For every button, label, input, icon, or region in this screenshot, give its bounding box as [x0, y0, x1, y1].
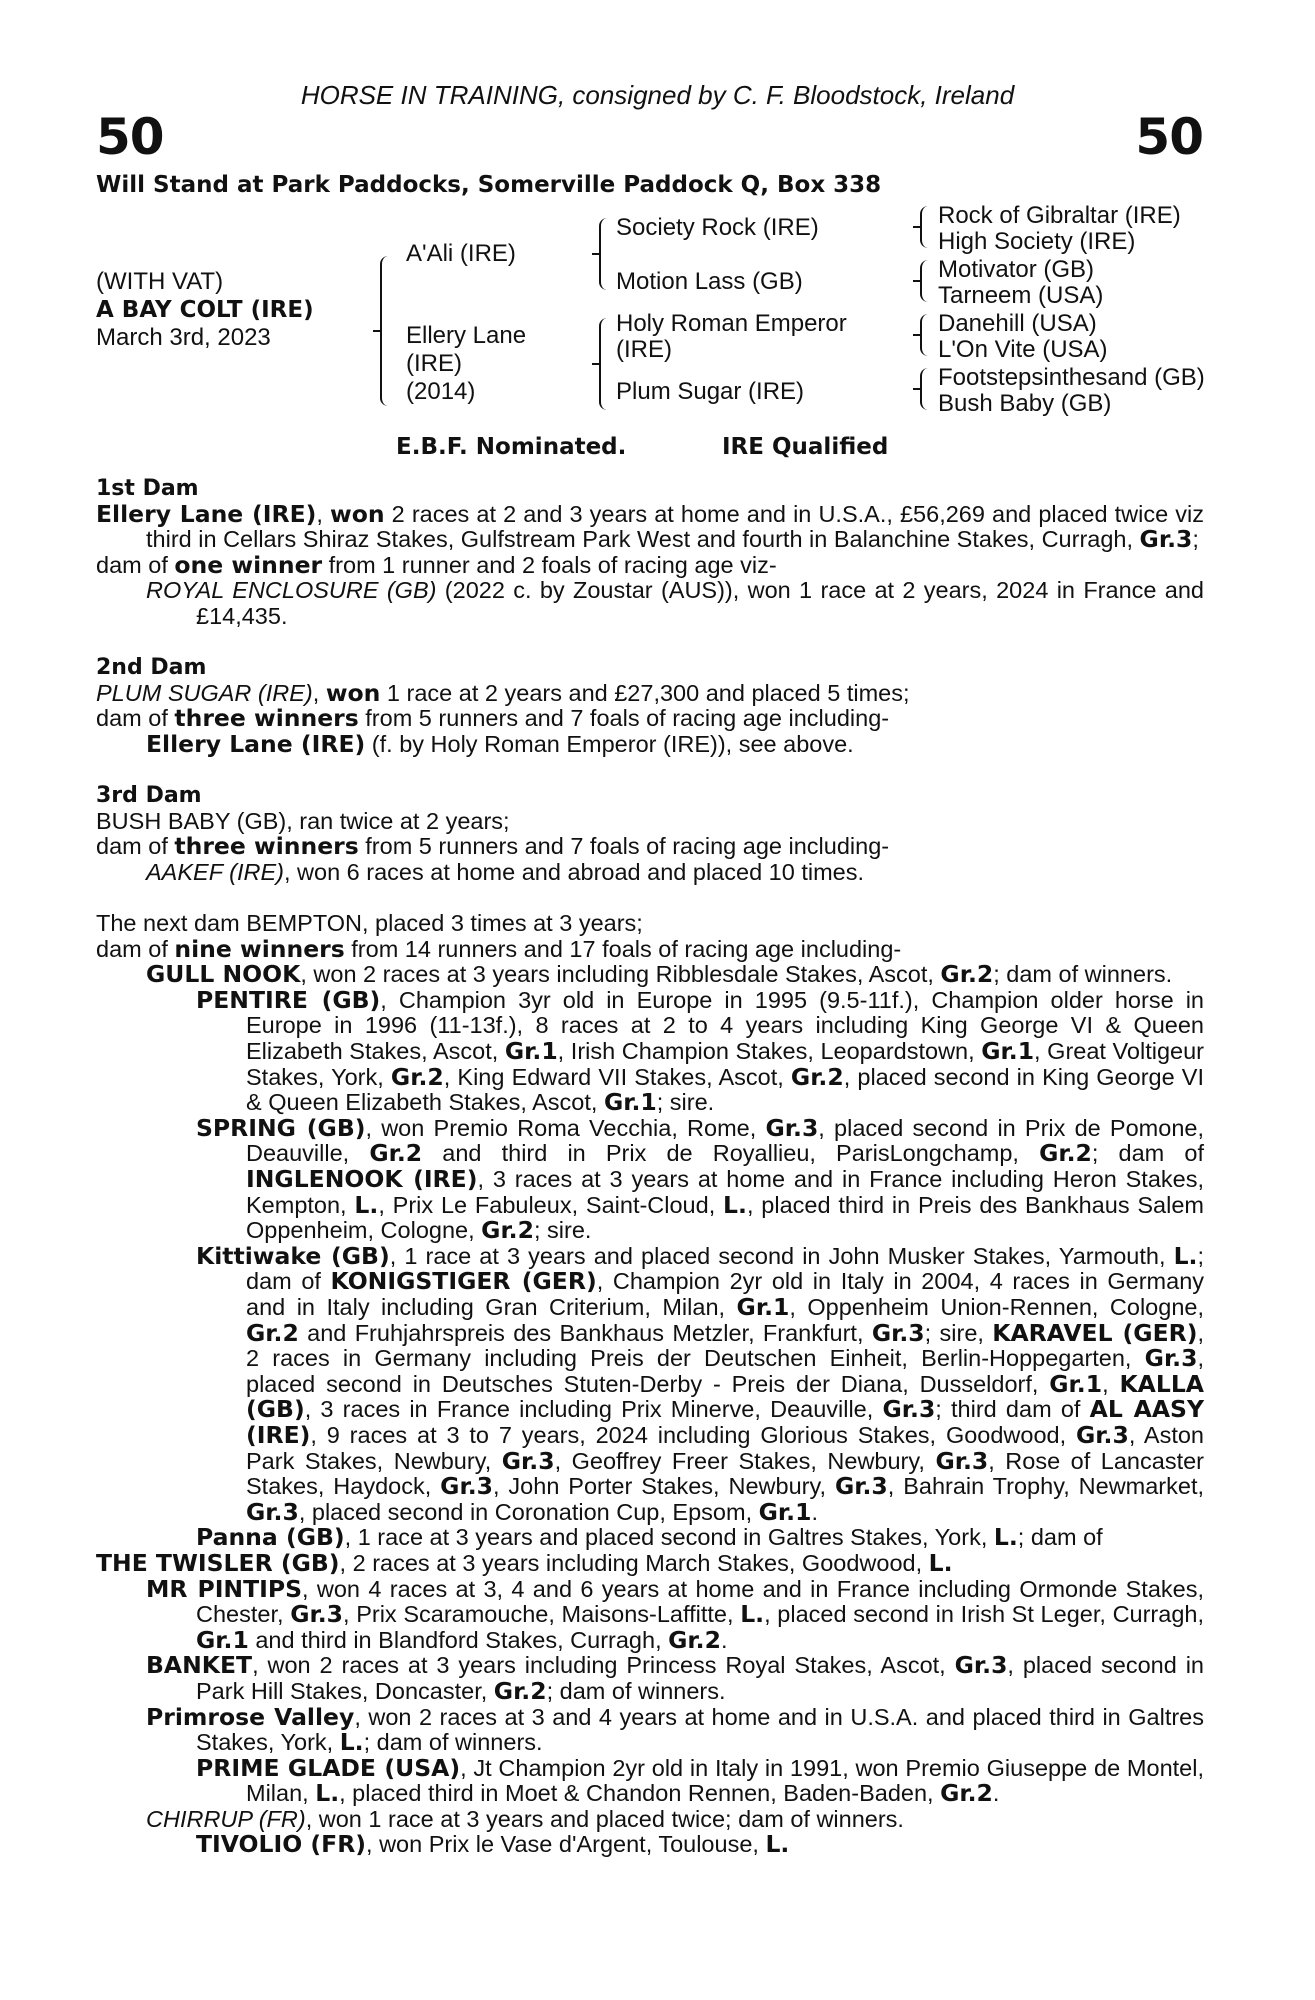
- text-run: , Oppenheim Union-Rennen, Cologne,: [789, 1294, 1204, 1320]
- bold-text: Gr.2: [481, 1216, 534, 1245]
- text-run: 2 races at 2 and 3 years at home and in U.S.A., £56,269 and placed twice viz third in Cellars Shiraz Stakes, Gulfstream Park West and fourth in Balanchine Stakes, Curragh,: [146, 500, 1205, 553]
- text-run: from 5 runners and 7 foals of racing age including-: [358, 705, 890, 732]
- text-run: ; third dam of: [935, 1396, 1090, 1423]
- grandsire-4: Footstepsinthesand (GB): [938, 364, 1205, 391]
- text-run: , Irish Champion Stakes, Leopardstown,: [557, 1038, 982, 1065]
- text-run: , Rose of Lancaster Stakes, Haydock,: [246, 1447, 1204, 1500]
- bold-text: AL AASY (IRE): [246, 1395, 1204, 1449]
- bold-text: Gr.2: [390, 1062, 444, 1091]
- text-run: , 9 races at 3 to 7 years, 2024 including Glorious Stakes, Goodwood,: [310, 1421, 1076, 1448]
- bold-text: Gr.2: [1039, 1139, 1092, 1168]
- bold-text: L.: [993, 1523, 1018, 1552]
- pedigree-brace: [920, 260, 930, 302]
- bold-text: Gr.1: [981, 1037, 1035, 1066]
- bold-text: Gr.3: [1076, 1420, 1129, 1449]
- bold-text: Gr.3: [935, 1446, 989, 1475]
- bold-text: Gr.2: [493, 1676, 547, 1705]
- bold-text: KARAVEL (GER): [992, 1318, 1198, 1347]
- third-dam-record: [96, 809, 1204, 835]
- grandsire-3: Danehill (USA): [938, 310, 1097, 337]
- sire-sire: Society Rock (IRE): [616, 214, 819, 241]
- text-run: (2022 c. by Zoustar (AUS)), won 1 race at 2 years, 2024 in France and £14,435.: [196, 577, 1204, 629]
- text-run: , placed second in Prix de Pomone, Deauville,: [246, 1114, 1204, 1167]
- text-run: ; dam of: [246, 1242, 1204, 1295]
- text-run: , placed second in Deutsches Stuten-Derby - Preis der Diana, Dusseldorf,: [246, 1345, 1204, 1397]
- text-run: , 3 races in France including Prix Minerve, Deauville,: [304, 1396, 883, 1423]
- bold-text: Gr.3: [290, 1600, 343, 1629]
- text-run: ; sire,: [924, 1319, 993, 1346]
- third-dam-foal: [96, 860, 1204, 886]
- produce-entry: [96, 1807, 1204, 1833]
- bold-text: KONIGSTIGER (GER): [330, 1267, 597, 1296]
- italic-text: PLUM SUGAR (IRE): [96, 679, 313, 706]
- pedigree-brace: [599, 218, 611, 290]
- produce-entry: [96, 1574, 1205, 1654]
- bold-text: Gr.3: [834, 1472, 888, 1501]
- bold-text: SPRING (GB): [196, 1113, 366, 1142]
- produce-entry: [96, 1753, 1204, 1808]
- ire-qualified: IRE Qualified: [722, 434, 889, 460]
- text-run: , Prix Le Fabuleux, Saint-Cloud,: [378, 1191, 724, 1218]
- text-run: , placed second in King George VI & Queen Elizabeth Stakes, Ascot,: [246, 1063, 1204, 1116]
- text-run: , Great Voltigeur Stakes, York,: [246, 1038, 1204, 1090]
- text-run: and Fruhjahrspreis des Bankhaus Metzler, Frankfurt,: [298, 1319, 872, 1346]
- text-run: , won 1 race at 3 years and placed twice; dam of winners.: [305, 1805, 904, 1832]
- bold-text: Gr.1: [603, 1088, 657, 1117]
- granddam-3: L'On Vite (USA): [938, 336, 1108, 363]
- text-run: , 1 race at 3 years and placed second in Galtres Stakes, York,: [344, 1524, 994, 1551]
- italic-text: CHIRRUP (FR): [146, 1805, 306, 1832]
- sire-name: A'Ali (IRE): [406, 240, 516, 267]
- produce-entry: [96, 1241, 1205, 1526]
- second-dam-record: [96, 678, 1204, 707]
- bold-text: Gr.2: [790, 1062, 844, 1091]
- consignment-header: HORSE IN TRAINING, consigned by C. F. Bloodstock, Ireland: [300, 80, 1015, 110]
- text-run: BUSH BABY (GB), ran twice at 2 years;: [96, 807, 510, 834]
- dam-sire-country: (IRE): [616, 336, 672, 363]
- dam-name: Ellery Lane: [406, 322, 527, 349]
- bold-text: Ellery Lane (IRE): [96, 499, 317, 528]
- bold-text: Ellery Lane (IRE): [146, 729, 366, 758]
- bold-text: Kittiwake (GB): [196, 1241, 390, 1270]
- ebf-nomination: E.B.F. Nominated.: [396, 434, 627, 460]
- text-run: , won 6 races at home and abroad and placed 10 times.: [283, 858, 865, 885]
- text-run: from 1 runner and 2 foals of racing age viz-: [322, 551, 777, 578]
- produce-entry: [96, 1548, 1204, 1577]
- bold-text: won: [330, 499, 385, 528]
- lot-number-right: 50: [1135, 108, 1203, 166]
- text-run: ; sire.: [656, 1089, 715, 1116]
- bold-text: Gr.2: [940, 1779, 993, 1808]
- bold-text: won: [325, 678, 381, 707]
- text-run: , 3 races at 3 years at home and in France including Heron Stakes, Kempton,: [246, 1166, 1204, 1218]
- text-run: .: [992, 1780, 1000, 1807]
- first-dam-heading: 1st Dam: [96, 476, 199, 501]
- text-run: , Jt Champion 2yr old in Italy in 1991, won Premio Giuseppe de Montel, Milan,: [246, 1754, 1204, 1807]
- text-run: , John Porter Stakes, Newbury,: [492, 1473, 835, 1500]
- text-run: , Geoffrey Freer Stakes, Newbury,: [554, 1447, 936, 1474]
- text-run: ; dam of winners.: [546, 1677, 726, 1704]
- bold-text: Gr.1: [758, 1497, 812, 1526]
- dam-sire: Holy Roman Emperor: [616, 310, 847, 337]
- bold-text: BANKET: [146, 1651, 253, 1680]
- text-run: ;: [1192, 526, 1199, 553]
- bold-text: Gr.2: [246, 1318, 299, 1347]
- text-run: ; dam of: [1017, 1524, 1103, 1551]
- text-run: , won 2 races at 3 years including Princess Royal Stakes, Ascot,: [252, 1652, 955, 1679]
- text-run: ,: [316, 500, 330, 527]
- italic-text: ROYAL ENCLOSURE (GB): [146, 577, 437, 604]
- text-run: ,: [312, 679, 326, 706]
- text-run: ; dam of winners.: [993, 961, 1173, 988]
- lot-number-left: 50: [96, 108, 164, 166]
- bold-text: GULL NOOK: [146, 960, 301, 989]
- text-run: , placed second in Park Hill Stakes, Doncaster,: [196, 1652, 1204, 1704]
- text-run: and third in Prix de Royallieu, ParisLongchamp,: [422, 1140, 1040, 1167]
- bold-text: L.: [339, 1728, 364, 1757]
- bold-text: Gr.2: [668, 1625, 721, 1654]
- catalogue-body: [96, 476, 1204, 1858]
- grandsire-2: Motivator (GB): [938, 256, 1095, 283]
- text-run: , Aston Park Stakes, Newbury,: [246, 1421, 1204, 1474]
- bold-text: Gr.3: [1139, 525, 1193, 554]
- produce-entry: [96, 1702, 1205, 1757]
- text-run: , 2 races at 3 years including March Stakes, Goodwood,: [339, 1549, 929, 1576]
- bold-text: Gr.3: [440, 1472, 493, 1501]
- bold-text: Gr.1: [504, 1037, 558, 1066]
- text-run: ; dam of winners.: [363, 1729, 543, 1756]
- text-run: dam of: [96, 833, 175, 860]
- granddam-2: Tarneem (USA): [938, 282, 1104, 309]
- text-run: , Bahrain Trophy, Newmarket,: [887, 1473, 1205, 1500]
- bold-text: Gr.2: [940, 960, 994, 989]
- pedigree-brace: [380, 256, 392, 406]
- pedigree-brace: [920, 368, 930, 410]
- stand-location: Will Stand at Park Paddocks, Somerville Paddock Q, Box 338: [96, 172, 882, 198]
- produce-entry: [96, 1832, 1204, 1858]
- horse-name: A BAY COLT (IRE): [96, 297, 314, 323]
- text-run: from 14 runners and 17 foals of racing age including-: [344, 935, 902, 962]
- grandsire-1: Rock of Gibraltar (IRE): [938, 202, 1181, 229]
- text-run: .: [811, 1498, 818, 1525]
- first-dam-produce: [96, 550, 1204, 579]
- next-dam-record: [96, 911, 1204, 937]
- produce-entry: [96, 985, 1204, 1117]
- text-run: ; dam of: [1091, 1140, 1204, 1167]
- italic-text: AAKEF (IRE): [146, 858, 284, 885]
- text-run: dam of: [96, 551, 175, 578]
- foaling-date: March 3rd, 2023: [96, 324, 271, 351]
- text-run: from 5 runners and 7 foals of racing age including-: [358, 833, 890, 860]
- next-dam-entries: [96, 962, 1204, 1858]
- text-run: dam of: [96, 935, 175, 962]
- bold-text: L.: [354, 1190, 379, 1219]
- first-dam-record: [96, 499, 1205, 554]
- bold-text: L.: [723, 1190, 747, 1219]
- text-run: , won 2 races at 3 years including Ribblesdale Stakes, Ascot,: [300, 961, 941, 988]
- bold-text: L.: [740, 1600, 765, 1629]
- produce-entry: [96, 1525, 1204, 1551]
- bold-text: Primrose Valley: [146, 1702, 355, 1731]
- bold-text: Gr.3: [501, 1446, 555, 1475]
- bold-text: Gr.3: [871, 1318, 925, 1347]
- bold-text: PRIME GLADE (USA): [196, 1753, 461, 1782]
- dam-dam: Plum Sugar (IRE): [616, 378, 805, 405]
- text-run: , placed second in Coronation Cup, Epsom,: [298, 1498, 759, 1525]
- bold-text: L.: [928, 1548, 953, 1577]
- second-dam-heading: 2nd Dam: [96, 655, 207, 681]
- bold-text: Gr.3: [954, 1651, 1008, 1680]
- third-dam-produce: [96, 834, 1204, 860]
- bold-text: THE TWISLER (GB): [96, 1548, 340, 1577]
- third-dam-heading: 3rd Dam: [96, 783, 202, 809]
- text-run: (f. by Holy Roman Emperor (IRE)), see above.: [365, 730, 854, 757]
- text-run: , Champion 3yr old in Europe in 1995 (9.5-11f.), Champion older horse in Europe in 1996 (11-13f.), 8 races at 2 to 4 years including King George VI & Queen Elizabeth Stakes, Ascot,: [246, 986, 1204, 1065]
- first-dam-foal: [96, 578, 1204, 629]
- produce-entry: [96, 1653, 1204, 1704]
- pedigree-brace: [599, 318, 611, 410]
- bold-text: L.: [765, 1830, 790, 1859]
- text-run: .: [720, 1626, 728, 1653]
- produce-entry: [96, 962, 1204, 988]
- text-run: , won 2 races at 3 and 4 years at home and in U.S.A. and placed third in Galtres Stakes, York,: [196, 1703, 1205, 1756]
- text-run: The next dam BEMPTON, placed 3 times at 3 years;: [96, 910, 643, 937]
- produce-entry: [96, 1113, 1204, 1245]
- text-run: , Champion 2yr old in Italy in 2004, 4 races in Germany and in Italy including Gran Criterium, Milan,: [246, 1268, 1205, 1320]
- text-run: dam of: [96, 705, 175, 732]
- text-run: , won Prix le Vase d'Argent, Toulouse,: [366, 1831, 766, 1858]
- bold-text: KALLA (GB): [246, 1369, 1204, 1424]
- bold-text: Gr.3: [765, 1113, 819, 1142]
- bold-text: Gr.3: [246, 1497, 299, 1526]
- text-run: 1 race at 2 years and £27,300 and placed 5 times;: [380, 679, 910, 706]
- bold-text: Gr.2: [369, 1139, 423, 1168]
- bold-text: MR PINTIPS: [146, 1574, 303, 1603]
- granddam-1: High Society (IRE): [938, 228, 1136, 255]
- bold-text: Gr.1: [736, 1293, 790, 1321]
- text-run: , won 4 races at 3, 4 and 6 years at home and in France including Ormonde Stakes, Chester,: [196, 1575, 1205, 1628]
- bold-text: Gr.1: [1049, 1369, 1103, 1398]
- bold-text: INGLENOOK (IRE): [246, 1165, 478, 1194]
- second-dam-foal: [96, 729, 1204, 758]
- sire-dam: Motion Lass (GB): [616, 268, 803, 295]
- bold-text: L.: [1173, 1241, 1198, 1270]
- bold-text: nine winners: [174, 934, 345, 963]
- bold-text: one winner: [174, 550, 323, 579]
- second-dam-produce: [96, 706, 1204, 732]
- text-run: and third in Blandford Stakes, Curragh,: [248, 1626, 669, 1653]
- bold-text: Gr.1: [196, 1625, 249, 1654]
- bold-text: three winners: [174, 832, 359, 861]
- text-run: ; sire.: [533, 1217, 592, 1244]
- text-run: ,: [1102, 1370, 1120, 1397]
- next-dam-produce: [96, 934, 1204, 963]
- text-run: , placed second in Irish St Leger, Curragh,: [764, 1601, 1204, 1628]
- dam-year: (2014): [406, 378, 476, 405]
- text-run: , placed third in Moet & Chandon Rennen, Baden-Baden,: [339, 1780, 941, 1807]
- bold-text: L.: [315, 1779, 340, 1808]
- bold-text: PENTIRE (GB): [196, 985, 381, 1014]
- bold-text: Gr.3: [1144, 1344, 1198, 1373]
- bold-text: Panna (GB): [196, 1523, 345, 1552]
- text-run: , 2 races in Germany including Preis der Deutschen Einheit, Berlin-Hoppegarten,: [246, 1319, 1205, 1372]
- granddam-4: Bush Baby (GB): [938, 390, 1112, 417]
- vat-note: (WITH VAT): [96, 268, 224, 295]
- pedigree-brace: [920, 314, 930, 356]
- text-run: , Prix Scaramouche, Maisons-Laffitte,: [343, 1601, 741, 1628]
- dam-country: (IRE): [406, 350, 462, 377]
- pedigree-brace: [920, 206, 930, 248]
- bold-text: TIVOLIO (FR): [196, 1830, 367, 1859]
- text-run: , won Premio Roma Vecchia, Rome,: [365, 1114, 766, 1141]
- bold-text: Gr.3: [882, 1395, 936, 1424]
- text-run: , King Edward VII Stakes, Ascot,: [443, 1063, 791, 1090]
- bold-text: three winners: [174, 704, 359, 733]
- text-run: , placed third in Preis des Bankhaus Salem Oppenheim, Cologne,: [246, 1191, 1204, 1244]
- text-run: , 1 race at 3 years and placed second in John Musker Stakes, Yarmouth,: [389, 1242, 1174, 1269]
